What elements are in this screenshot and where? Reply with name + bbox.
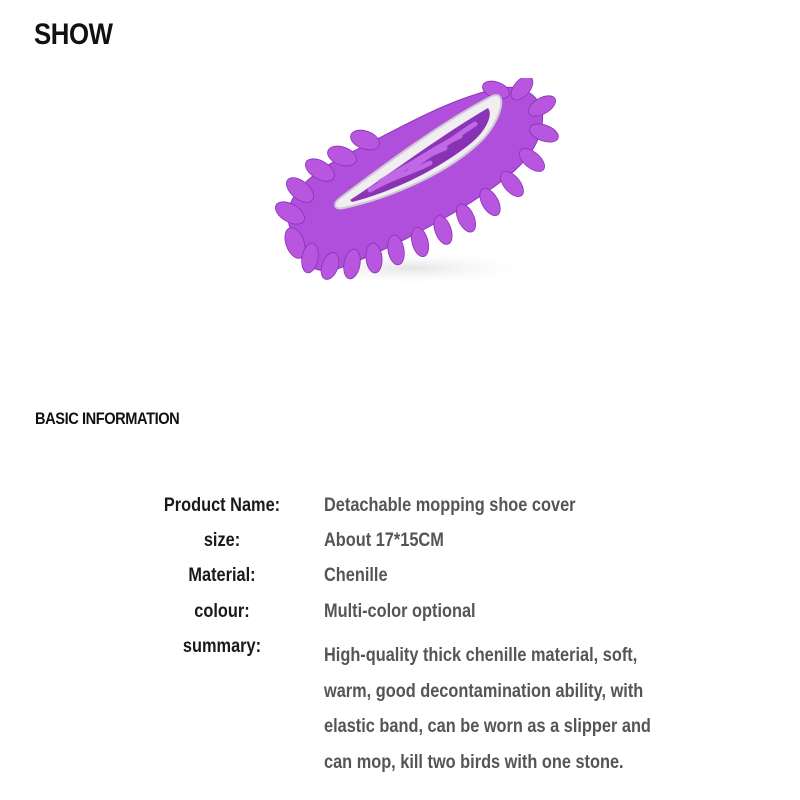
size-label: size: xyxy=(203,530,241,551)
chenille-mop-slipper-icon xyxy=(270,78,560,293)
summary-text xyxy=(324,638,651,780)
material-value: Chenille xyxy=(324,565,388,586)
show-heading: SHOW xyxy=(34,18,113,51)
summary-line: warm, good decontamination ability, with xyxy=(324,680,644,702)
material-row xyxy=(0,565,800,595)
product-name-value: Detachable mopping shoe cover xyxy=(324,495,576,516)
product-name-label: Product Name: xyxy=(163,495,281,516)
basic-information-heading: BASIC INFORMATION xyxy=(35,409,180,428)
product-name-row xyxy=(0,495,800,525)
size-value: About 17*15CM xyxy=(324,530,444,551)
colour-value: Multi-color optional xyxy=(324,601,476,622)
colour-row xyxy=(0,601,800,631)
size-row xyxy=(0,530,800,560)
colour-label: colour: xyxy=(194,601,250,622)
summary-line: can mop, kill two birds with one stone. xyxy=(324,751,624,773)
summary-label: summary: xyxy=(182,636,262,657)
material-label: Material: xyxy=(188,565,256,586)
summary-line: High-quality thick chenille material, soft, xyxy=(324,645,638,666)
summary-line: elastic band, can be worn as a slipper and xyxy=(324,716,651,737)
